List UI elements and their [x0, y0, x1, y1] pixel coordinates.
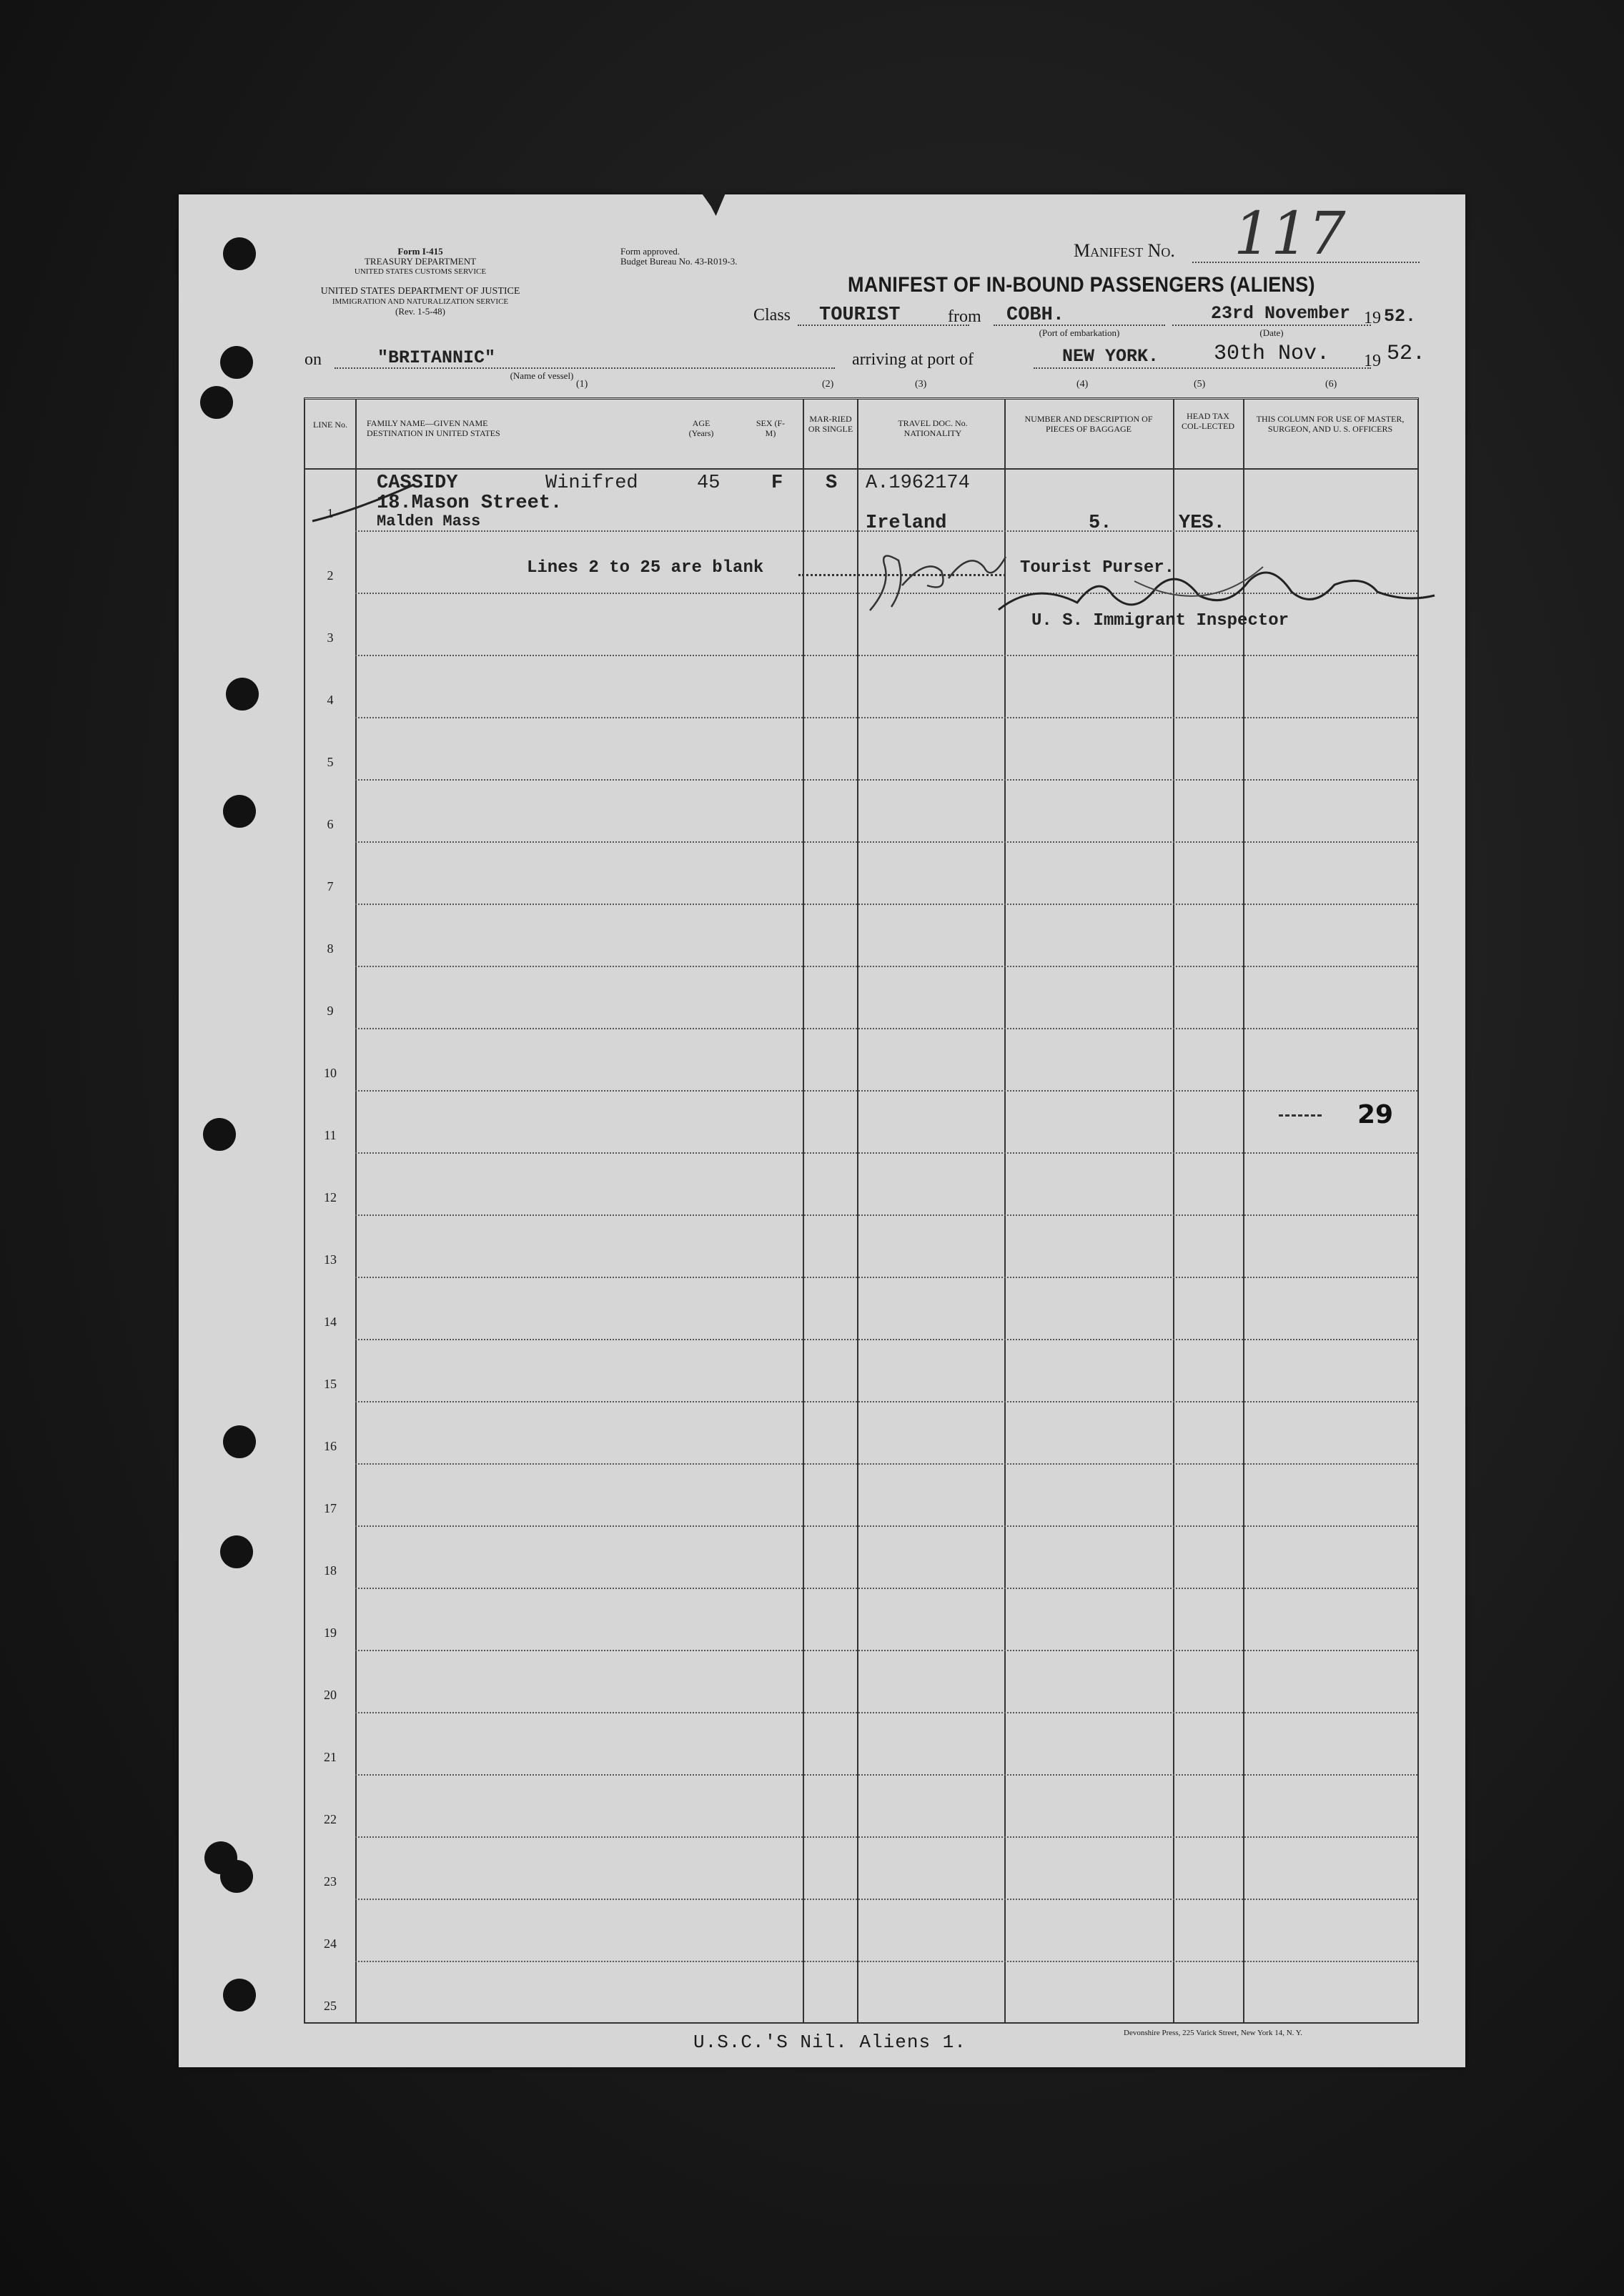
- col-number-3: (3): [915, 379, 927, 390]
- punch-hole: [200, 386, 233, 419]
- torn-notch: [700, 192, 726, 216]
- col-number-1: (1): [576, 379, 588, 390]
- year2-value: 52.: [1387, 342, 1426, 366]
- year-value: 52.: [1384, 306, 1417, 327]
- arriving-label: arriving at port of: [852, 350, 974, 369]
- col-divider: [857, 400, 858, 2022]
- line-number: 12: [324, 1190, 337, 1204]
- table-row: [355, 904, 1417, 905]
- line-number: 25: [324, 1999, 337, 2013]
- header-sex: SEX (F-M): [756, 418, 786, 438]
- header-line-no: LINE No.: [313, 420, 347, 430]
- passenger-sex: F: [771, 472, 783, 494]
- table-row: [355, 966, 1417, 967]
- line-number: 15: [324, 1377, 337, 1391]
- header-officers: THIS COLUMN FOR USE OF MASTER, SURGEON, AND U. S. OFFICERS: [1256, 414, 1405, 434]
- line-number: 7: [327, 879, 334, 894]
- given-name: Winifred: [545, 472, 638, 494]
- table-row: [355, 1463, 1417, 1465]
- printer-imprint: Devonshire Press, 225 Varick Street, New York 14, N. Y.: [1124, 2029, 1303, 2037]
- class-label: Class: [753, 306, 791, 325]
- col-divider: [355, 400, 357, 2022]
- stamp-number: 29: [1357, 1100, 1394, 1129]
- passenger-table: [304, 397, 1419, 2024]
- customs-service: UNITED STATES CUSTOMS SERVICE: [354, 267, 487, 276]
- line-number: 11: [324, 1128, 337, 1142]
- table-row: [355, 1650, 1417, 1651]
- table-row: [355, 655, 1417, 656]
- table-row: [355, 1712, 1417, 1713]
- line-number: 10: [324, 1066, 337, 1080]
- line-number: 22: [324, 1812, 337, 1826]
- manifest-no-label: Manifest No.: [1074, 240, 1175, 261]
- col-divider: [1243, 400, 1244, 2022]
- header-married: MAR-RIED OR SINGLE: [808, 414, 853, 434]
- manifest-page: [179, 194, 1465, 2067]
- punch-hole: [223, 1979, 256, 2012]
- table-row: [355, 1401, 1417, 1402]
- table-row: [355, 1525, 1417, 1527]
- vessel-caption: (Name of vessel): [510, 370, 574, 381]
- col-divider: [1173, 400, 1174, 2022]
- check-mark-icon: [305, 478, 434, 535]
- col-divider: [1004, 400, 1006, 2022]
- head-tax: YES.: [1179, 513, 1225, 534]
- table-row: [355, 779, 1417, 781]
- table-row: [355, 841, 1417, 843]
- line-number: 1: [327, 506, 334, 520]
- line-number: 16: [324, 1439, 337, 1453]
- col-number-2: (2): [822, 379, 834, 390]
- inspector-signature-icon: [991, 553, 1449, 638]
- travel-doc-no: A.1962174: [866, 472, 970, 494]
- on-label: on: [304, 350, 322, 369]
- table-row: [355, 1961, 1417, 1962]
- form-approved: Form approved.: [620, 246, 680, 257]
- stamp-mark: [1279, 1114, 1322, 1117]
- line-number: 6: [327, 817, 334, 831]
- col-number-4: (4): [1076, 379, 1089, 390]
- justice-dept: UNITED STATES DEPARTMENT OF JUSTICE: [320, 286, 520, 297]
- manifest-number: 117: [1234, 200, 1346, 268]
- line-number: 18: [324, 1563, 337, 1578]
- year2-prefix: 19: [1364, 352, 1381, 370]
- family-name: CASSIDY: [377, 472, 458, 494]
- table-row: [355, 1028, 1417, 1029]
- date-caption: (Date): [1259, 327, 1284, 338]
- inspector-note: U. S. Immigrant Inspector: [1031, 611, 1289, 630]
- arrival-port: NEW YORK.: [1062, 346, 1159, 367]
- treasury-dept: TREASURY DEPARTMENT: [364, 256, 477, 267]
- line-number: 4: [327, 693, 334, 707]
- line-number: 24: [324, 1936, 337, 1951]
- purser-note: Tourist Purser.: [1020, 558, 1175, 578]
- departure-date: 23rd November: [1211, 303, 1351, 324]
- header-age: AGE (Years): [688, 418, 714, 438]
- punch-hole: [223, 237, 256, 270]
- blank-lines-note: Lines 2 to 25 are blank: [527, 558, 764, 578]
- punch-hole: [223, 1425, 256, 1458]
- from-value: COBH.: [1006, 305, 1065, 326]
- port-embarkation-caption: (Port of embarkation): [1039, 327, 1120, 338]
- line-number: 13: [324, 1252, 337, 1267]
- form-number: Form I-415: [397, 246, 443, 257]
- budget-bureau: Budget Bureau No. 43-R019-3.: [620, 256, 738, 267]
- line-number: 3: [327, 630, 334, 645]
- ins-service: IMMIGRATION AND NATURALIZATION SERVICE: [332, 297, 509, 306]
- nationality: Ireland: [866, 513, 947, 534]
- from-label: from: [948, 307, 981, 326]
- line-number: 21: [324, 1750, 337, 1764]
- line-number: 14: [324, 1315, 337, 1329]
- date-line: [1172, 325, 1371, 326]
- line-number: 17: [324, 1501, 337, 1515]
- punch-hole: [223, 795, 256, 828]
- table-row: [355, 1774, 1417, 1776]
- line-number: 20: [324, 1688, 337, 1702]
- line-number: 9: [327, 1004, 334, 1018]
- header-baggage: NUMBER AND DESCRIPTION OF PIECES OF BAGGAGE: [1024, 414, 1153, 434]
- line-number: 23: [324, 1874, 337, 1889]
- punch-hole: [203, 1118, 236, 1151]
- aliens-count-note: U.S.C.'S Nil. Aliens 1.: [693, 2032, 966, 2053]
- line-number: 5: [327, 755, 334, 769]
- vessel-name: "BRITANNIC": [377, 347, 496, 368]
- punch-hole: [220, 346, 253, 379]
- table-row: [355, 1836, 1417, 1838]
- punch-hole: [226, 678, 259, 711]
- table-row: [355, 1152, 1417, 1154]
- header-travel-doc: TRAVEL DOC. No. NATIONALITY: [898, 418, 968, 438]
- manifest-title: MANIFEST OF IN-BOUND PASSENGERS (ALIENS): [848, 273, 1315, 297]
- table-row: [355, 1899, 1417, 1900]
- table-row: [355, 1090, 1417, 1092]
- baggage-count: 5.: [1089, 513, 1112, 534]
- address-city: Malden Mass: [377, 513, 481, 530]
- col-number-6: (6): [1325, 379, 1337, 390]
- header-head-tax: HEAD TAX COL-LECTED: [1182, 411, 1234, 431]
- table-row: [355, 717, 1417, 718]
- table-row: [355, 1214, 1417, 1216]
- table-header: [305, 400, 1417, 470]
- line-number: 19: [324, 1625, 337, 1640]
- form-revision: (Rev. 1-5-48): [395, 306, 445, 317]
- table-row: [355, 1277, 1417, 1278]
- table-row: [355, 1588, 1417, 1589]
- marital-status: S: [826, 472, 838, 494]
- col-divider: [803, 400, 804, 2022]
- address-street: 18.Mason Street.: [377, 493, 563, 514]
- arrival-line: [1034, 367, 1371, 369]
- passenger-age: 45: [697, 472, 721, 494]
- punch-hole: [220, 1860, 253, 1893]
- punch-hole: [220, 1535, 253, 1568]
- class-value: TOURIST: [819, 305, 901, 326]
- header-name: FAMILY NAME—GIVEN NAME DESTINATION IN UNITED STATES: [367, 418, 500, 438]
- line-number: 8: [327, 941, 334, 956]
- line-number: 2: [327, 568, 334, 583]
- table-row: [355, 1339, 1417, 1340]
- year-prefix: 19: [1364, 309, 1381, 327]
- col-number-5: (5): [1194, 379, 1206, 390]
- arrival-date: 30th Nov.: [1214, 342, 1330, 366]
